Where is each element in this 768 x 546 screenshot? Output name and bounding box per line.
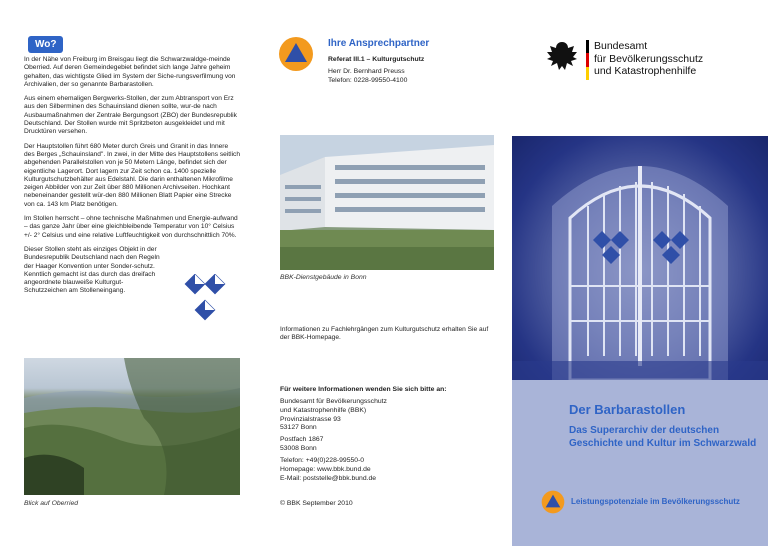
shield-top — [185, 274, 205, 294]
paragraph-tunnel: Der Hauptstollen führt 680 Meter durch Greis und Granit in das Innere des Berges „Schauinsland". In zwei, in der Mitte des Hauptstollens seitlich abgehenden Parallelstollen von je 50 Metern Länge, befindet sich der eigentliche Lagerort. Dort lagern zur Zeit schon ca. 1400 spezielle Kulturgutschutzbehälter aus Edelstahl. Die darin enthaltenen Mikrofilme zeigen Abbilder von zur Zeit über 880 Millionen Archivseiten. Hochkant nebeneinander gestellt wür-den 880 Millionen Blatt Papier eine Strecke von ca. 143 km Platz benötigen. — [24, 142, 241, 208]
email-line: E-Mail: poststelle@bbk.bund.de — [280, 474, 377, 482]
agency-line: Bundesamt — [594, 40, 648, 52]
agency-line: für Bevölkerungsschutz — [594, 52, 704, 65]
cultural-property-shield-icon — [175, 274, 235, 330]
contact-block — [328, 67, 407, 85]
postbox-line: 53008 Bonn — [280, 444, 317, 452]
section-badge: Wo? — [28, 36, 63, 53]
agency-name — [594, 40, 703, 78]
federal-eagle-icon — [542, 38, 582, 78]
middle-panel — [256, 0, 512, 546]
contact-name: Herr Dr. Bernhard Preuss — [328, 68, 405, 75]
barbarastollen-gate-photo — [512, 136, 768, 380]
cover-title: Der Barbarastollen — [569, 402, 686, 417]
shield-bottom — [195, 300, 215, 320]
gate-illustration — [512, 136, 768, 380]
homepage-line: Homepage: www.bbk.bund.de — [280, 465, 371, 473]
cover-subtitle: Das Superarchiv der deutschen Geschichte und Kultur im Schwarzwald — [569, 425, 757, 449]
paragraph-protection: Dieser Stollen steht als einziges Objekt in der Bundesrepublik Deutschland nach den Regeln der Haager Konvention unter Sonder-schutz. Kenntlich gemacht ist das durch das dreifach angeordnete blauweiße Kulturgut-Schutzzeichen am Stolleneingang. — [24, 245, 160, 295]
contact-heading: Ihre Ansprechpartner — [328, 38, 430, 49]
phone-line: Telefon: +49(0)228-99550-0 — [280, 457, 365, 464]
shield-right — [205, 274, 225, 294]
building-illustration — [280, 135, 494, 270]
address-block — [280, 398, 387, 433]
contact-details-block — [280, 457, 376, 483]
contact-phone: Telefon: 0228-99550-4100 — [328, 77, 408, 84]
bbk-building-photo — [280, 135, 494, 270]
address-line: 53127 Bonn — [280, 424, 317, 432]
more-info-heading: Für weitere Informationen wenden Sie sich bitte an: — [280, 386, 447, 393]
civil-protection-icon — [278, 36, 314, 72]
landscape-illustration — [24, 358, 240, 495]
oberried-photo-caption: Blick auf Oberried — [24, 500, 79, 507]
oberried-landscape-photo — [24, 358, 240, 495]
paragraph-climate: Im Stollen herrscht – ohne technische Maßnahmen und Energie-aufwand – das ganze Jahr über eine gleichbleibende Temperatur von 10° Celsius +/- 2° Celsius und eine relative Luftfeuchtigkeit von durchschnittlich 70%. — [24, 215, 238, 239]
paragraph-history: Aus einem ehemaligen Bergwerks-Stollen, der zum Abtransport von Erz aus den Silberminen des Schauinsland dienen sollte, wur-de nach Ausbaumaßnahmen der Zentrale Bergungsort (ZBO) der Bundesrepublik Deutschland. Der Stollen wurde mit Spritzbeton ausgekleidet und mit Drucktüren versehen. — [24, 95, 237, 136]
flag-bar — [586, 40, 589, 80]
civil-protection-icon — [541, 490, 565, 514]
address-line: und Katastrophenhilfe (BBK) — [280, 406, 367, 414]
postbox-block — [280, 436, 323, 454]
department-label: Referat III.1 – Kulturgutschutz — [328, 56, 425, 63]
copyright-note: © BBK September 2010 — [280, 500, 353, 507]
left-body-text — [24, 56, 240, 302]
paragraph-location: In der Nähe von Freiburg im Breisgau liegt die Schwarzwaldge-meinde Oberried. Auf deren Gemeindegebiet befindet sich lange Jahre geheim gehalten, das wichtigste Glied im System der Siche-rungsverfilmung von Archivalien, der so genannte Barbarastollen. — [24, 56, 236, 88]
address-line: Provinzialstrasse 93 — [280, 415, 341, 423]
building-photo-caption: BBK-Dienstgebäude in Bonn — [280, 274, 367, 281]
postbox-line: Postfach 1867 — [280, 436, 324, 443]
address-line: Bundesamt für Bevölkerungsschutz — [280, 398, 387, 405]
agency-line: und Katastrophenhilfe — [594, 65, 697, 77]
cover-title-block — [569, 402, 759, 450]
training-info-note: Informationen zu Fachlehrgängen zum Kulturgutschutz erhalten Sie auf der BBK-Homepage. — [280, 326, 489, 342]
left-panel — [0, 0, 256, 546]
cover-footer-tagline: Leistungspotenziale im Bevölkerungsschutz — [571, 497, 740, 506]
